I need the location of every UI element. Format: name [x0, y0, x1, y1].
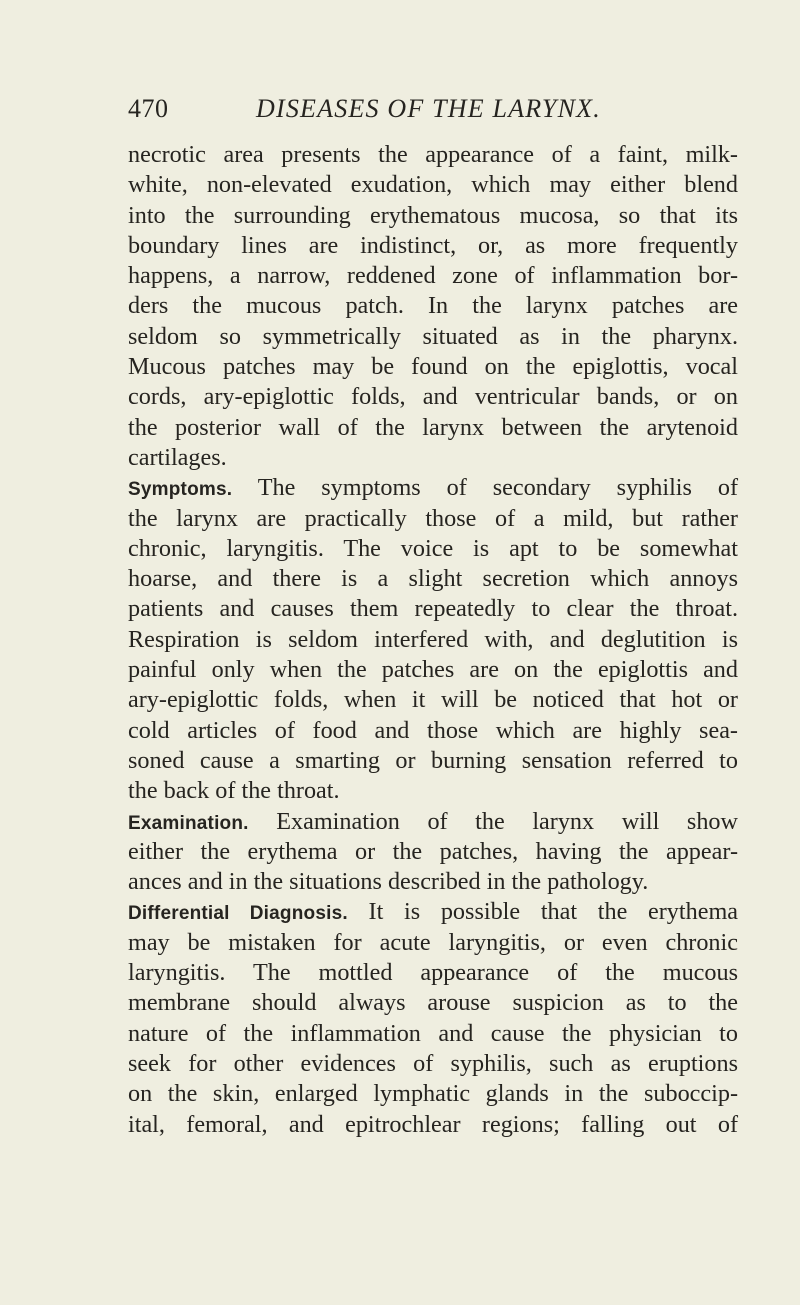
text-line: Mucous patches may be found on the epiglottis, vocal: [128, 353, 738, 381]
text-line: the back of the throat.: [128, 777, 340, 805]
text-line: [128, 897, 738, 927]
text-line: boundary lines are indistinct, or, as more frequently: [128, 231, 738, 259]
text-line: necrotic area presents the appearance of a faint, milk-: [128, 141, 738, 168]
text-run: It is possible that the erythema: [368, 898, 738, 926]
text-line: cartilages.: [128, 443, 227, 471]
text-line: on the skin, enlarged lymphatic glands in the suboccip-: [128, 1080, 738, 1108]
text-line: membrane should always arouse suspicion as to the: [128, 989, 738, 1017]
text-line: cold articles of food and those which are highly sea-: [128, 716, 738, 744]
text-line: seldom so symmetrically situated as in the pharynx.: [128, 322, 738, 350]
text-line: Respiration is seldom interfered with, and deglutition is: [128, 625, 738, 653]
text-line: nature of the inflammation and cause the physician to: [128, 1019, 738, 1047]
text-line: into the surrounding erythematous mucosa, so that its: [128, 201, 738, 229]
section-heading-differential-diagnosis: Differential Diagnosis.: [128, 903, 348, 925]
section-heading-examination: Examination.: [128, 812, 249, 834]
text-line: patients and causes them repeatedly to clear the throat.: [128, 595, 738, 623]
text-run: The symptoms of secondary syphilis of: [257, 474, 738, 502]
page-header: [128, 92, 738, 126]
text-line: laryngitis. The mottled appearance of the mucous: [128, 959, 738, 987]
section-heading-symptoms: Symptoms.: [128, 479, 233, 501]
text-line: the posterior wall of the larynx between the arytenoid: [128, 413, 738, 441]
text-line: soned cause a smarting or burning sensation referred to: [128, 746, 738, 774]
running-title: DISEASES OF THE LARYNX.: [256, 94, 601, 123]
text-line: the larynx are practically those of a mild, but rather: [128, 504, 738, 532]
text-line: happens, a narrow, reddened zone of inflammation bor-: [128, 262, 738, 290]
text-line: chronic, laryngitis. The voice is apt to be somewhat: [128, 534, 738, 562]
text-line: white, non-elevated exudation, which may either blend: [128, 171, 738, 199]
text-line: painful only when the patches are on the epiglottis and: [128, 656, 738, 684]
text-line: [128, 807, 738, 837]
text-line: ances and in the situations described in the pathology.: [128, 868, 649, 896]
text-line: either the erythema or the patches, having the appear-: [128, 837, 738, 865]
body-text: [128, 140, 738, 1140]
text-line: cords, ary-epiglottic folds, and ventricular bands, or on: [128, 383, 738, 411]
text-run: Examination of the larynx will show: [276, 807, 738, 835]
text-line: may be mistaken for acute laryngitis, or even chronic: [128, 928, 738, 956]
text-line: seek for other evidences of syphilis, such as eruptions: [128, 1049, 738, 1077]
text-line: [128, 473, 738, 503]
text-line: ary-epiglottic folds, when it will be noticed that hot or: [128, 686, 738, 714]
text-line: ders the mucous patch. In the larynx patches are: [128, 292, 738, 320]
page-number: 470: [128, 94, 169, 123]
text-line: ital, femoral, and epitrochlear regions; falling out of: [128, 1110, 738, 1138]
text-line: hoarse, and there is a slight secretion which annoys: [128, 565, 738, 593]
